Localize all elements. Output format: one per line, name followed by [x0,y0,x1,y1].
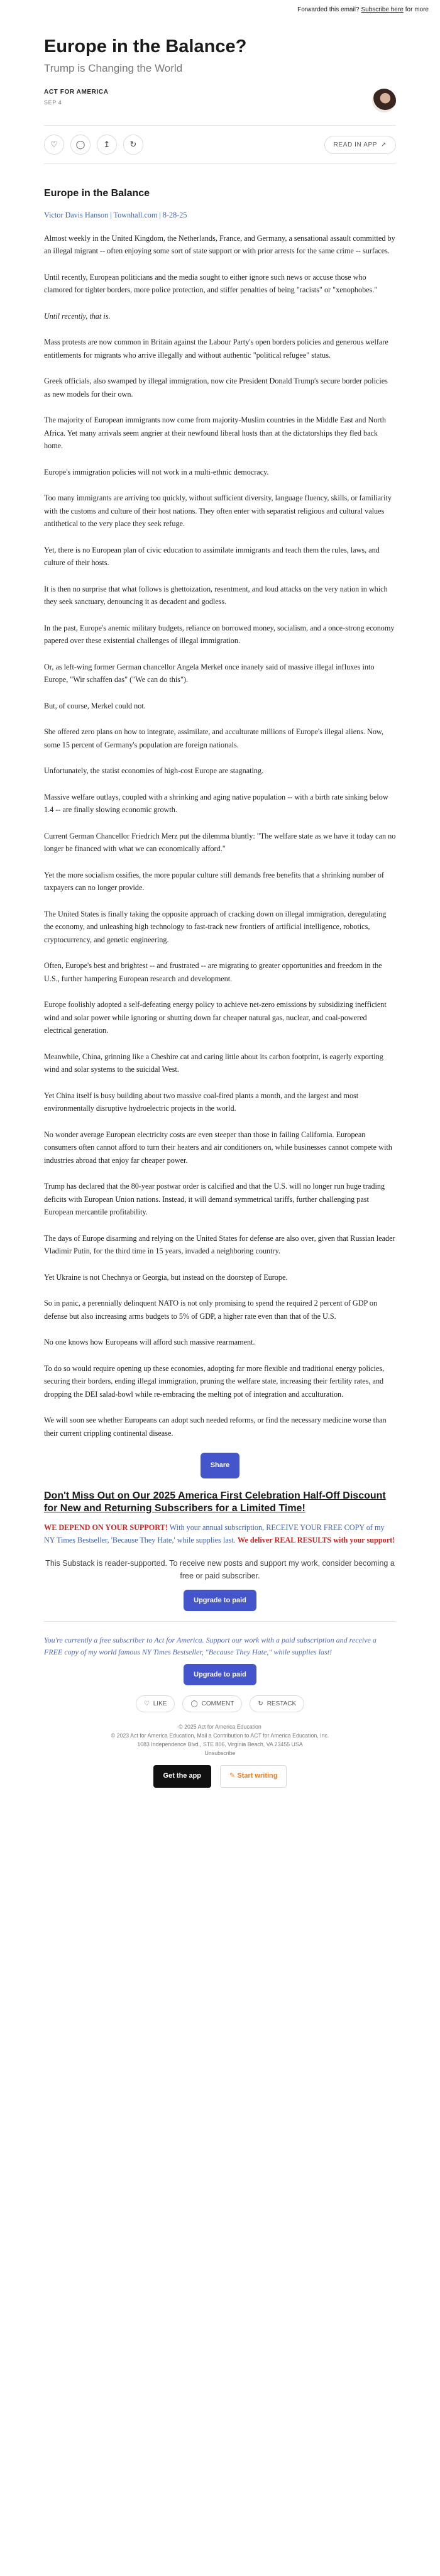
footer-line-1: © 2025 Act for America Education [179,1724,261,1731]
article-paragraph: No wonder average European electricity costs are even steeper than those in failing California. European consumers often cannot afford to turn their heaters and air conditioners on, while businesses cannot compete with industries abroad that enjoy far cheaper power. [44,1130,392,1165]
article-paragraph: The days of Europe disarming and relying on the United States for defense are also over, given that Russian leader Vladimir Putin, for the third time in 15 years, invaded a neighboring country. [44,1233,395,1256]
promo-lead: WE DEPEND ON YOUR SUPPORT! [44,1522,168,1532]
article-paragraph: Europe's immigration policies will not work in a multi-ethnic democracy. [44,467,269,476]
share-icon: ↥ [103,140,111,150]
action-bar [44,125,396,164]
article-title: Europe in the Balance? [44,36,247,57]
article-paragraph: Until recently, that is. [44,311,111,321]
article-paragraph: Until recently, European politicians and the media sought to either ignore such news or accuse those who clamored for tighter borders, more police protection, and stiffer penalties of being "racists" or "xenophobes." [44,272,378,295]
article-heading: Europe in the Balance [44,188,150,199]
footer-line-2: © 2023 Act for America Education, Mail a Contribution to ACT for America Education, Inc. [111,1732,329,1739]
comment-label: COMMENT [201,1700,234,1708]
footer [44,1722,396,1788]
article-paragraph: Greek officials, also swamped by illegal immigration, now cite President Donald Trump's secure border policies as new models for their own. [44,377,388,399]
upgrade-button[interactable]: Upgrade to paid [184,1590,256,1611]
promo-offer[interactable]: With your annual subscription, RECEIVE YOUR FREE COPY of my NY Times Bestseller, 'Because They Hate,' while supplies last. [44,1522,385,1545]
like-button[interactable] [136,1695,175,1712]
start-writing-button[interactable] [220,1765,287,1788]
restack-icon: ↻ [129,140,137,150]
like-label: LIKE [153,1700,167,1708]
external-arrow-icon: ↗ [381,141,387,148]
article-paragraph: Yet China itself is busy building about two massive coal-fired plants a month, and the largest and most environmentally disruptive hydroelectric projects in the world. [44,1091,359,1113]
promo-section [44,1490,396,1607]
comment-button[interactable] [182,1695,242,1712]
pen-icon: ✎ [229,1772,238,1780]
article-body [44,185,396,1680]
article-paragraph: Massive welfare outlays, coupled with a shrinking and aging native population -- with a birth rate sinking below 1.4 -- are finally slowing economic growth. [44,792,388,815]
article-paragraph: Unfortunately, the statist economies of high-cost Europe are stagnating. [44,766,264,776]
top-bar [0,0,440,19]
comment-icon-button[interactable] [70,135,91,155]
read-in-app-label: READ IN APP [333,141,378,148]
article-paragraph: Mass protests are now common in Britain against the Labour Party's open borders policies and generous welfare entitlements for migrants who arrive illegally and without authentic "political refugee" status. [44,338,388,360]
article-paragraph: Current German Chancellor Friedrich Merz put the dilemma bluntly: "The welfare state as we have it today can no longer be financed with what we can economically afford." [44,831,396,854]
restack-button[interactable] [250,1695,304,1712]
article-subtitle: Trump is Changing the World [44,62,183,75]
publication-row [44,89,396,113]
subscriber-box [44,1621,396,1680]
article-paragraph: To do so would require opening up these economies, adopting far more flexible and traditional energy policies, securing their borders, ending illegal immigration, pruning the welfare state, increasing their fertility rates, and dropping the DEI salad-bowl while re-embracing the melting pot of integration and acculturation. [44,1363,385,1399]
for-more-text: for more [405,6,429,13]
restack-icon: ↻ [258,1700,263,1708]
article-paragraph: Yet, there is no European plan of civic education to assimilate immigrants and teach them the rules, laws, and culture of their hosts. [44,545,380,568]
article-paragraph: Yet the more socialism ossifies, the more popular culture still demands free benefits that a shrinking number of taxpayers can no longer provide. [44,870,384,893]
read-in-app-button[interactable] [324,136,396,154]
upgrade-button-secondary[interactable]: Upgrade to paid [184,1664,256,1685]
support-text: This Substack is reader-supported. To receive new posts and support my work, consider becoming a free or paid subscriber. [45,1558,395,1580]
share-button[interactable]: Share [201,1453,240,1478]
comment-icon: ◯ [190,1700,198,1708]
article-paragraph: Europe foolishly adopted a self-defeating energy policy to achieve net-zero emissions by subsidizing inefficient wind and solar power while ignoring or shutting down far cheaper natural gas, nuclear, and coal-powered electrical generation. [44,1000,387,1035]
get-app-button[interactable]: Get the app [153,1765,212,1788]
engagement-bar [44,1695,396,1712]
forwarded-text: Forwarded this email? [297,6,360,13]
article-paragraph: She offered zero plans on how to integrate, assimilate, and acculturate millions of Europe's illegal aliens. Now, some 15 percent of Germany's population are foreign nationals. [44,727,383,749]
footer-line-3: 1083 Independence Blvd., STE 806, Virginia Beach, VA 23455 USA [137,1741,303,1748]
subscriber-note: You're currently a free subscriber to Act for America. Support our work with a paid subscription and receive a FREE copy of my world famous NY Times Bestseller, "Because They Hate," while supplies last! [44,1636,377,1657]
comment-icon: ◯ [75,140,85,150]
publication-date: SEP 4 [44,99,62,106]
avatar[interactable] [372,89,396,113]
article-paragraph: Or, as left-wing former German chancellor Angela Merkel once inanely said of massive illegal influxes into Europe, "Wir schaffen das" ("We can do this"). [44,662,375,685]
article-paragraph: Almost weekly in the United Kingdom, the Netherlands, France, and Germany, a sensational assault committed by an illegal migrant -- often enjoying some sort of state support or with prior arrests for the same crime -- surfaces. [44,233,395,256]
article-paragraph: Trump has declared that the 80-year postwar order is calcified and that the U.S. will no longer run huge trading deficits with European Union nations. Instead, it will demand symmetrical tariffs, further challenging past European mercantile profitability. [44,1182,385,1217]
unsubscribe-link[interactable]: Unsubscribe [204,1750,236,1757]
restack-label: RESTACK [267,1700,297,1708]
article-paragraph: Yet Ukraine is not Chechnya or Georgia, but instead on the doorstep of Europe. [44,1272,288,1282]
start-writing-label: Start writing [237,1772,278,1780]
article-paragraph: So in panic, a perennially delinquent NATO is not only promising to spend the required 2 percent of GDP on defense but also increasing arms budgets to 5% of GDP, a higher rate even than that of the U.S. [44,1299,378,1321]
article-paragraph: Often, Europe's best and brightest -- and frustrated -- are migrating to greater opportunities and freedom in the U.S., further hampering European research and development. [44,961,382,983]
article-paragraph: The majority of European immigrants now come from majority-Muslim countries in the Middle East and North Africa. Yet many arrivals seem angrier at their newfound liberal hosts than at the dictatorships they fled back home. [44,416,386,451]
share-icon-button[interactable] [97,135,117,155]
article-paragraph: The United States is finally taking the opposite approach of cracking down on illegal immigration, deregulating the economy, and unleashing high technology to fast-track new frontiers of artificial intelligence, robotics, cryptocurrency, and genetic engineering. [44,909,387,944]
article-paragraph: Meanwhile, China, grinning like a Cheshire cat and caring little about its carbon footprint, is eagerly exporting wind and solar systems to the suicidal West. [44,1052,383,1074]
article-paragraph: It is then no surprise that what follows is ghettoization, resentment, and loud attacks on the very nation in which they seek sanctuary, denouncing it as decadent and godless. [44,584,388,607]
heart-icon: ♡ [143,1700,150,1708]
publication-name[interactable]: ACT FOR AMERICA [44,89,109,96]
article-paragraph: Too many immigrants are arriving too quickly, without sufficient diversity, language fluency, skills, or familiarity with the customs and culture of their host nations. They often enter with separatist religious and cultural values antithetical to the very place they seek refuge. [44,493,392,529]
article-byline[interactable]: Victor Davis Hanson | Townhall.com | 8-28-25 [44,211,187,220]
article-paragraph: No one knows how Europeans will afford such massive rearmament. [44,1338,255,1347]
article-paragraph: But, of course, Merkel could not. [44,701,146,710]
article-paragraph: In the past, Europe's anemic military budgets, reliance on borrowed money, socialism, and a once-strong economy papered over these existential challenges of illegal immigration. [44,623,395,646]
like-icon-button[interactable] [44,135,64,155]
heart-icon: ♡ [50,140,58,150]
promo-heading[interactable]: Don't Miss Out on Our 2025 America First Celebration Half-Off Discount for New and Returning Subscribers for a Limited Time! [44,1490,386,1514]
restack-icon-button[interactable] [123,135,143,155]
promo-results: We deliver REAL RESULTS with your support! [237,1536,395,1545]
article-paragraph: We will soon see whether Europeans can adopt such needed reforms, or find the necessary medicine worse than their current crippling continental disease. [44,1416,387,1438]
subscribe-link[interactable]: Subscribe here [361,6,404,13]
